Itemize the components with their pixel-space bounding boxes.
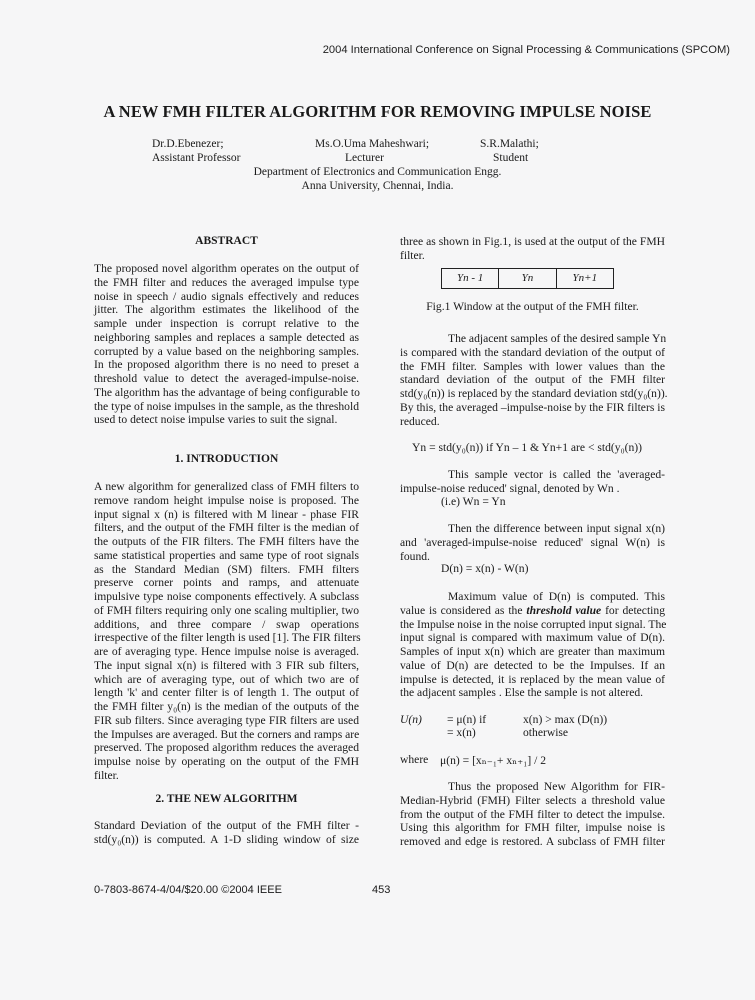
body-line: filter.: [400, 248, 425, 262]
abstract-line: the type of noise impulses in the sample, as the threshold: [94, 399, 359, 413]
body-line: input signal is compared with maximum value of D(n).: [400, 631, 665, 645]
body-line: Samples of input x(n) which are greater than maximum: [400, 645, 665, 658]
page-number: 453: [372, 884, 391, 896]
abstract-body: [94, 262, 359, 427]
abstract-line: noise in speech / audio signals effectively and reduces: [94, 289, 359, 303]
author-2-name: Ms.O.Uma Maheshwari;: [315, 138, 430, 150]
affiliation-university: Anna University, Chennai, India.: [301, 180, 454, 192]
intro-line: FIR sub filters. Since averaging type FIR filters are used: [94, 713, 359, 727]
body-line: removed and edge is restored. A subclass of FMH filter: [400, 835, 665, 848]
intro-line: remove random height impulse noise is proposed. The: [94, 493, 359, 507]
body-line: Then the difference between input signal x(n): [448, 522, 665, 535]
body-line: std(y₀(n)) is replaced by the standard deviation std(y₀(n)).: [400, 387, 668, 400]
intro-line: length 'k' and center filter is of length 1. The output of: [94, 686, 359, 700]
intro-line: input signal x (n) is filtered with M linear - phase FIR: [94, 507, 359, 521]
piecewise-row1-eq: = μ(n) if: [447, 713, 487, 726]
intro-line: filter.: [94, 768, 119, 782]
figure-caption: Fig.1 Window at the output of the FMH filter.: [426, 300, 639, 313]
body-line: By this, the averaged –impulse-noise by the FIR filters is: [400, 400, 665, 414]
copyright-notice: 0-7803-8674-4/04/$20.00 ©2004 IEEE: [94, 884, 282, 896]
intro-line: irrespective of the filter length is used [1]. The FIR filters: [94, 631, 361, 645]
body-line: This sample vector is called the 'averaged-: [448, 468, 665, 481]
conference-header: 2004 International Conference on Signal Processing & Communications (SPCOM): [322, 44, 730, 56]
piecewise-row2-cond: otherwise: [523, 726, 569, 739]
body-line: value of D(n) are detected to be the Impulses. If an: [400, 658, 665, 672]
intro-line: which are of averaging type, out of which two are of: [94, 672, 359, 686]
body-line: the FMH filter. Samples with lower values than the: [400, 359, 665, 373]
piecewise-row2-eq: = x(n): [447, 726, 476, 739]
abstract-line: jitter. The algorithm estimates the likelihood of the: [94, 303, 359, 317]
body-line: the Impulse noise in the noise corrupted input signal. The: [400, 617, 667, 631]
author-1-role: Assistant Professor: [152, 152, 241, 164]
paragraph-1: [400, 332, 668, 428]
intro-line: impulsive type noise components effectively. A subclass: [94, 590, 359, 603]
author-2-role: Lecturer: [345, 152, 384, 164]
intro-line: preserved. The proposed algorithm reduces the averaged: [94, 741, 359, 755]
intro-line: preserve corner points and ramps, and attenuate: [94, 576, 359, 590]
right-intro: [400, 235, 665, 263]
author-3-role: Student: [493, 152, 529, 164]
intro-line: of FMH filters requiring only one scaling multiplier, two: [94, 603, 359, 617]
equation-dn: D(n) = x(n) - W(n): [441, 562, 529, 575]
introduction-body: [94, 480, 359, 783]
intro-line: filters, and the output of the FMH filter is the median of: [94, 521, 359, 535]
intro-line: A new algorithm for generalized class of FMH filters to: [94, 480, 359, 493]
sliding-window-figure: [441, 268, 614, 289]
abstract-line: threshold value to detect the averaged-impulse-noise.: [94, 372, 359, 385]
equation-yn: Yn = std(y₀(n)) if Yn – 1 & Yn+1 are < std(y₀(n)): [412, 441, 643, 454]
author-3-name: S.R.Malathi;: [480, 138, 539, 150]
body-line: impulse-noise reduced' signal, denoted by Wn .: [400, 481, 620, 495]
intro-line: the outputs of the FIR filters. The FMH filters have the: [94, 535, 359, 548]
text-segment: value is considered as the: [400, 603, 527, 617]
algorithm-line: std(y₀(n)) is computed. A 1-D sliding window of size: [94, 832, 359, 846]
body-line: Using this algorithm for FMH filter, impulse noise is: [400, 821, 665, 835]
abstract-line: corrupted by a value based on the neighboring samples.: [94, 344, 359, 358]
body-line: impulse is detected, it is replaced by the mean value of: [400, 672, 665, 686]
new-algorithm-body: [94, 819, 359, 847]
paragraph-2: [400, 468, 665, 496]
abstract-line: neighboring samples and replaces a sample detected as: [94, 330, 359, 344]
body-line-threshold: [400, 604, 665, 618]
intro-line: impulse noise by operating on the output of the FMH: [94, 755, 359, 768]
body-line: Thus the proposed New Algorithm for FIR-: [448, 780, 665, 793]
piecewise-lhs: U(n): [400, 713, 422, 726]
mu-definition: μ(n) = [xₙ₋₁+ xₙ₊₁] / 2: [440, 754, 546, 767]
body-line: standard deviation of the output of the FMH filter: [400, 373, 665, 387]
body-line: three as shown in Fig.1, is used at the output of the FMH: [400, 235, 665, 248]
paragraph-4: [400, 590, 665, 700]
abstract-line: used to detect noise impulse varies to suit the signal.: [94, 413, 338, 427]
abstract-heading: ABSTRACT: [195, 235, 258, 247]
piecewise-row1-cond: x(n) > max (D(n)): [523, 713, 608, 726]
equation-wn: (i.e) Wn = Yn: [441, 495, 506, 508]
text-segment: for detecting: [601, 603, 665, 617]
body-line: is compared with the standard deviation of the output of: [400, 345, 665, 359]
intro-line: The input signal x(n) is filtered with 3 FIR sub filters,: [94, 658, 359, 672]
intro-line: are of averaging type. Hence impulse noise is averaged.: [94, 645, 359, 658]
abstract-line: sample under inspection is corrupt relative to the: [94, 317, 359, 330]
body-line: Maximum value of D(n) is computed. This: [448, 590, 665, 603]
window-cell-current: Yn: [498, 269, 555, 288]
body-line: from the output of the FMH filter to detect the impulse.: [400, 807, 665, 821]
abstract-line: The algorithm has the advantage of being configurable to: [94, 385, 360, 399]
abstract-line: The proposed novel algorithm operates on the output of: [94, 262, 359, 275]
introduction-heading: 1. INTRODUCTION: [174, 453, 279, 465]
intro-line: the FMH filter y₀(n) is the median of the outputs of the: [94, 700, 359, 713]
affiliation-department: Department of Electronics and Communication Engg.: [253, 166, 502, 178]
body-line: found.: [400, 549, 430, 563]
algorithm-line: Standard Deviation of the output of the FMH filter -: [94, 819, 359, 832]
where-label: where: [400, 753, 429, 766]
author-1-name: Dr.D.Ebenezer;: [152, 138, 224, 150]
body-line: reduced.: [400, 414, 440, 428]
paragraph-3: [400, 522, 665, 563]
intro-line: additions, and three compare / swap operations: [94, 617, 359, 631]
window-cell-prev: Yn - 1: [457, 272, 484, 284]
intro-line: as the Standard Median (SM) filters. FMH filters: [94, 562, 359, 576]
new-algorithm-heading: 2. THE NEW ALGORITHM: [155, 793, 298, 805]
body-line: The adjacent samples of the desired sample Yn: [448, 332, 667, 345]
body-line: and 'averaged-impulse-noise reduced' signal W(n) is: [400, 535, 665, 549]
paper-title: A NEW FMH FILTER ALGORITHM FOR REMOVING IMPULSE NOISE: [103, 102, 652, 121]
abstract-line: the FMH filter and reduces the averaged impulse type: [94, 275, 359, 289]
body-line: Median-Hybrid (FMH) Filter selects a threshold value: [400, 793, 665, 807]
intro-line: the Impulses are averaged. But the corners and ramps are: [94, 727, 360, 741]
paragraph-5: [400, 780, 665, 849]
window-cell-next: Yn+1: [556, 269, 613, 288]
threshold-value-emphasis: threshold value: [526, 603, 602, 617]
body-line: the adjacent samples . Else the sample is not altered.: [400, 686, 644, 700]
intro-line: same statistical properties and same type of root signals: [94, 548, 359, 562]
abstract-line: In the proposed algorithm there is no need to preset a: [94, 358, 359, 372]
